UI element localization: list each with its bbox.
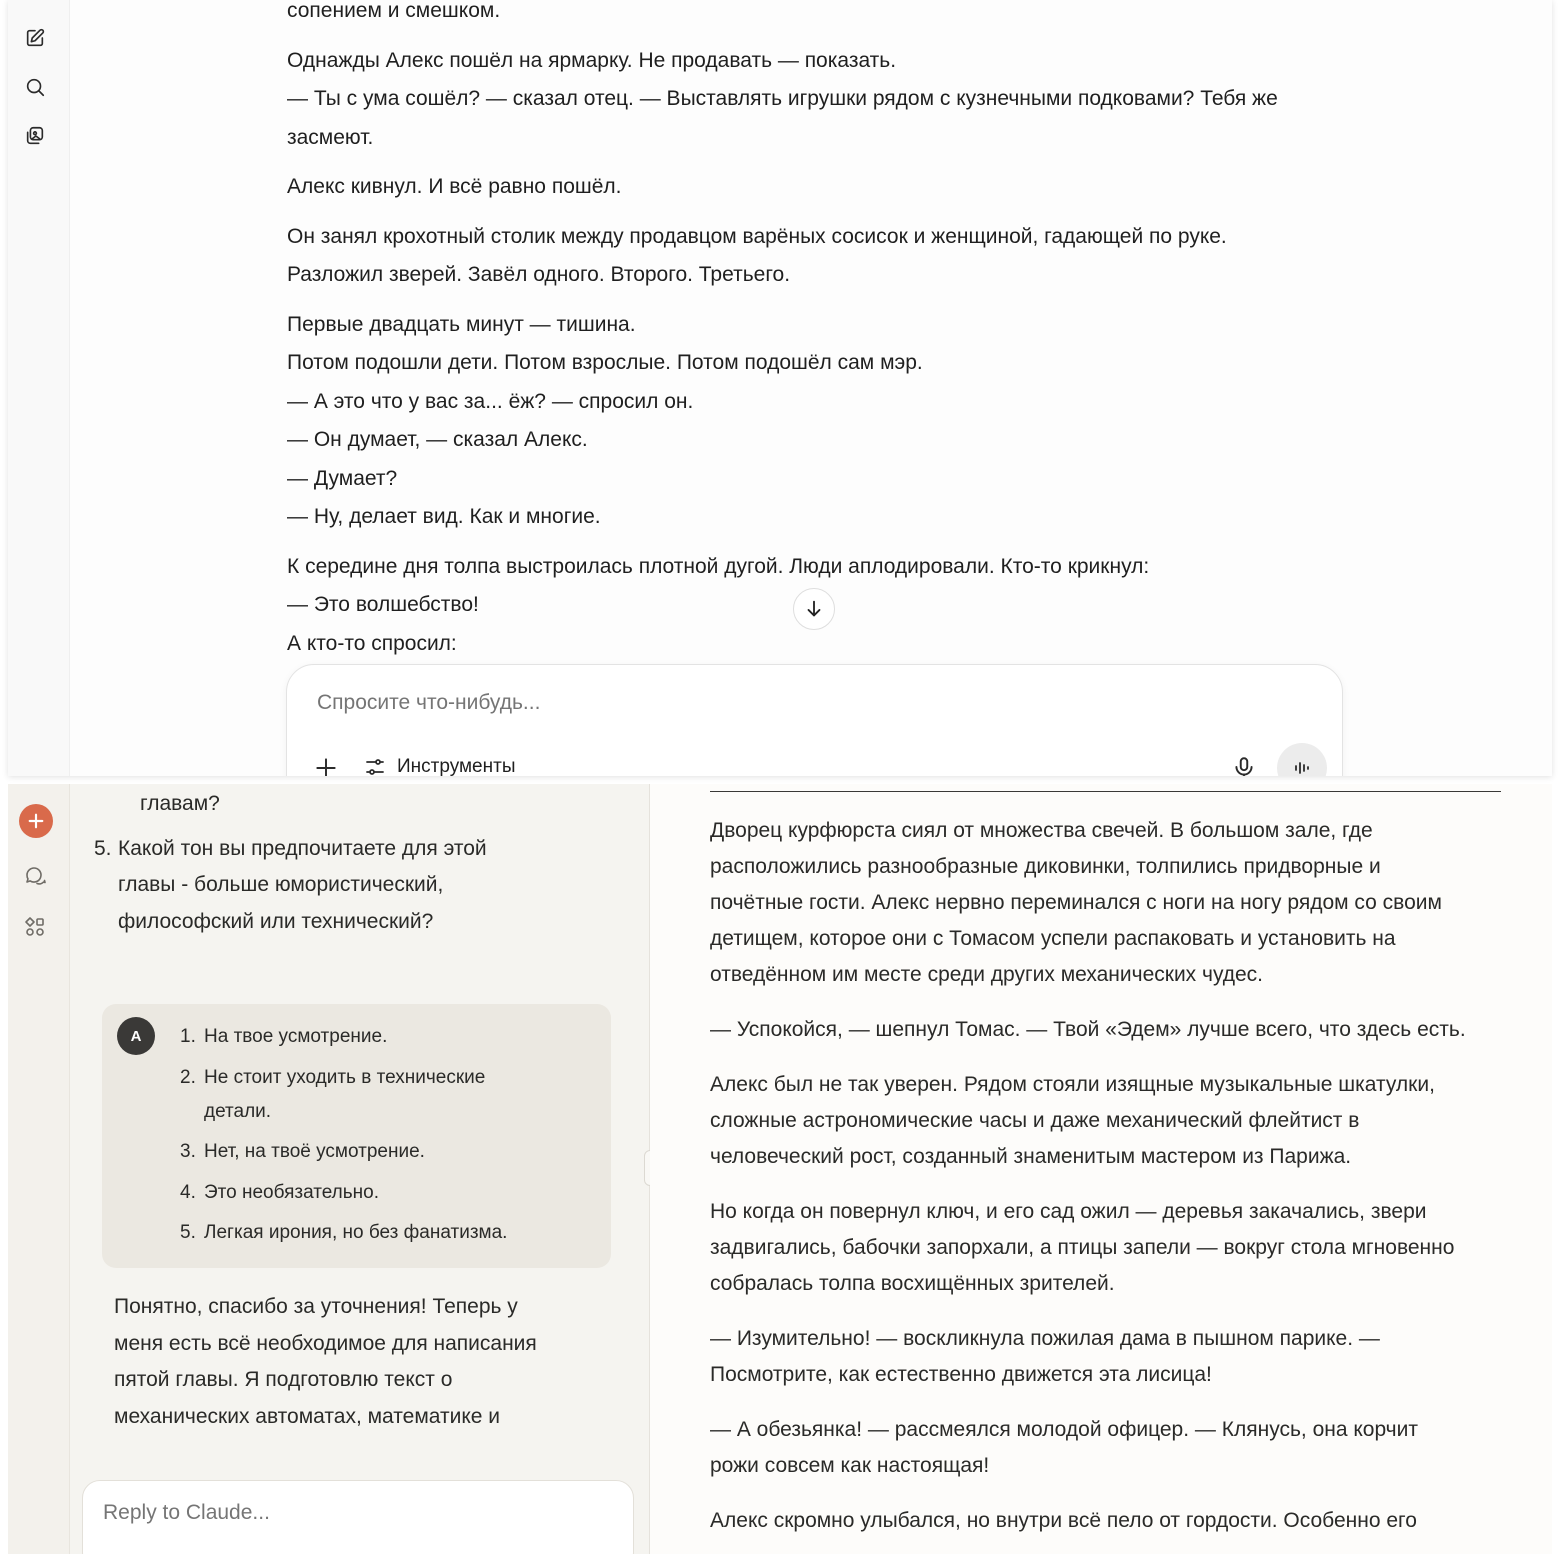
text-line: — Изумительно! — воскликнула пожилая дама в пышном парике. — [710,1327,1380,1350]
text-line: Разложил зверей. Завёл одного. Второго. Третьего. [287,263,791,286]
list-item-text: детали. [204,1100,272,1122]
arrow-down-icon [803,598,825,620]
list-item [94,831,588,941]
text-line: — А обезьянка! — рассмеялся молодой офицер. — Клянусь, она корчит [710,1418,1418,1441]
text-line: Понятно, спасибо за уточнения! Теперь у [114,1295,518,1318]
assistant-reply [114,1289,604,1435]
assistant-message [287,0,1357,663]
text-line: — Успокойся, — шепнул Томас. — Твой «Эдем» лучше всего, что здесь есть. [710,1018,1466,1041]
list-item-text: Легкая ирония, но без фанатизма. [204,1222,508,1243]
text-line: расположились разнообразные диковинки, толпились придворные и [710,855,1381,878]
reply-input[interactable] [103,1501,603,1525]
user-message [102,1004,611,1268]
text-line: Однажды Алекс пошёл на ярмарку. Не продавать — показать. [287,48,897,72]
new-chat-button[interactable] [19,804,53,838]
avatar: A [117,1017,155,1055]
list-item-text: главам? [140,792,220,815]
text-line: пятой главы. Я подготовлю текст о [114,1368,453,1391]
text-line: детищем, которое они с Томасом успели распаковать и установить на [710,927,1396,950]
text-line: А кто-то спросил: [287,631,457,655]
text-line: человеческий рост, созданный знаменитым мастером из Парижа. [710,1145,1352,1168]
assistant-questions [94,786,588,940]
list-item-text: Какой тон вы предпочитаете для этой [118,836,487,860]
text-line: К середине дня толпа выстроилась плотной дугой. Люди аплодировали. Кто-то крикнул: [287,554,1150,578]
chat-window-top [8,0,1552,776]
text-line: Алекс скромно улыбался, но внутри всё пело от гордости. Особенно его [710,1509,1417,1532]
list-item-text: философский или технический? [118,909,434,933]
list-item [180,1020,590,1054]
voice-mode-button[interactable] [1277,743,1327,776]
paragraph [710,1194,1510,1302]
paragraph [710,813,1510,993]
sliders-icon [363,755,387,776]
paragraph [710,1412,1510,1484]
sidebar-rail [8,784,70,1554]
text-line: — Думает? [287,466,398,490]
text-line: — Ты с ума сошёл? — сказал отец. — Выставлять игрушки рядом с кузнечными подковами? Тебя же [287,87,1278,110]
text-line: рожи совсем как настоящая! [710,1454,990,1477]
paragraph [710,1012,1510,1048]
list-number: 2. [180,1066,196,1088]
reply-composer [82,1480,634,1554]
text-line: механических автоматах, математике и [114,1404,501,1428]
text-line: сложные астрономические часы и даже механический флейтист в [710,1109,1360,1132]
library-icon[interactable] [22,123,48,149]
text-line: Дворец курфюрста сиял от множества свечей. В большом зале, где [710,819,1373,842]
text-line: — Он думает, — сказал Алекс. [287,428,588,451]
edit-icon[interactable] [22,25,48,51]
text-line: Но когда он повернул ключ, и его сад ожил — деревья закачались, звери [710,1200,1427,1223]
artifact-document [650,784,1552,1554]
conversation-column [70,784,650,1554]
text-line: Он занял крохотный столик между продавцом варёных сосисок и женщиной, гадающей по руке. [287,224,1227,248]
text-line: задвигались, бабочки запорхали, а птицы запели — вокруг стола мгновенно [710,1236,1455,1259]
list-item-text: главы - больше юмористический, [118,873,444,896]
scroll-to-bottom-button[interactable] [793,588,835,630]
text-line: собралась толпа восхищённых зрителей. [710,1272,1115,1295]
list-number: 3. [180,1141,196,1162]
text-line: Потом подошли дети. Потом взрослые. Потом подошёл сам мэр. [287,351,923,374]
text-line: Алекс был не так уверен. Рядом стояли изящные музыкальные шкатулки, [710,1073,1435,1096]
chat-window-bottom [8,784,1552,1554]
list-item-text: Это необязательно. [204,1181,379,1203]
composer [286,664,1343,776]
plus-icon [27,812,45,830]
list-item [118,786,588,823]
list-number: 1. [180,1026,196,1047]
text-line: почётные гости. Алекс нервно переминался с ноги на ногу рядом со своим [710,891,1442,914]
text-line: — Это волшебство! [287,593,479,616]
paragraph [710,1321,1510,1393]
voice-wave-icon [1290,756,1314,776]
user-answer-list [180,1020,590,1257]
document-body [710,813,1510,1554]
text-line: меня есть всё необходимое для написания [114,1331,537,1355]
list-item [180,1216,590,1250]
list-item [180,1135,590,1169]
text-line: Первые двадцать минут — тишина. [287,312,636,336]
text-line: — А это что у вас за... ёж? — спросил он. [287,389,694,413]
list-item-text: На твое усмотрение. [204,1026,388,1047]
text-line: Посмотрите, как естественно движется эта лисица! [710,1363,1212,1386]
list-number: 5. [94,836,112,860]
paragraph [710,1067,1510,1175]
divider [710,791,1501,792]
chat-bubbles-icon[interactable] [23,864,49,890]
tools-label: Инструменты [397,756,516,776]
tools-button[interactable] [363,755,515,776]
list-item-text: Нет, на твоё усмотрение. [204,1141,425,1162]
paragraph [710,1503,1510,1539]
text-line: Алекс кивнул. И всё равно пошёл. [287,175,622,198]
list-number: 5. [180,1222,196,1243]
list-item-text: Не стоит уходить в технические [204,1066,486,1088]
list-item [180,1061,590,1129]
text-line: сопением и смешком. [287,0,501,22]
text-line: отведённом им месте среди других механических чудес. [710,963,1264,986]
text-line: — Ну, делает вид. Как и многие. [287,505,601,528]
list-item [180,1176,590,1210]
projects-icon[interactable] [23,915,49,941]
text-line: засмеют. [287,125,374,149]
prompt-input[interactable] [317,691,1217,715]
plus-icon[interactable] [313,755,339,776]
search-icon[interactable] [22,74,48,100]
list-number: 4. [180,1181,196,1203]
sidebar-rail [8,0,70,776]
mic-icon[interactable] [1231,755,1257,776]
